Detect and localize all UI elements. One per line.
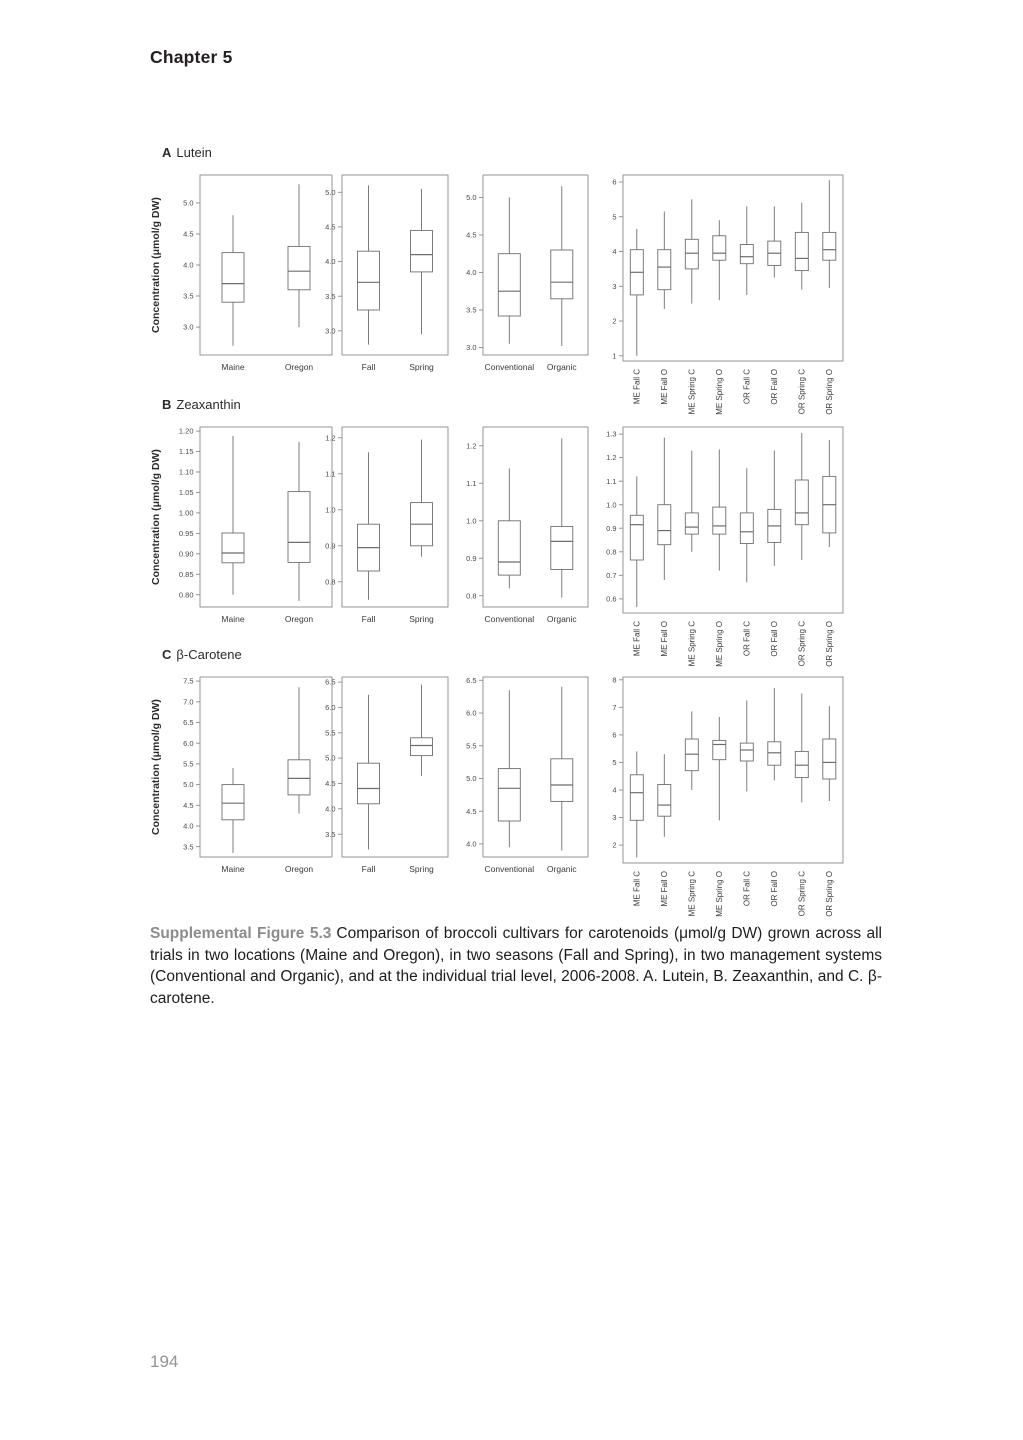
x-category-label: OR Spring O — [825, 369, 835, 415]
y-tick-label: 0.6 — [606, 594, 617, 604]
x-category-label: ME Fall C — [632, 369, 642, 405]
box-me-fall-c — [630, 476, 643, 607]
box-or-fall-c — [740, 206, 753, 295]
y-tick-label: 6.0 — [183, 738, 194, 748]
y-tick-label: 4.5 — [325, 779, 336, 789]
x-category-label: OR Fall O — [770, 871, 780, 907]
x-category-label: ME Spring C — [687, 369, 697, 415]
plot-frame — [483, 427, 588, 607]
y-tick-label: 5.5 — [466, 741, 477, 751]
box-conventional — [498, 468, 520, 588]
x-category-label: Maine — [221, 362, 245, 372]
x-category-label: Organic — [546, 864, 577, 874]
box-oregon — [288, 687, 310, 813]
plot-frame — [623, 677, 843, 863]
x-category-label: OR Spring O — [825, 621, 835, 667]
y-axis-label: Concentration (μmol/g DW) — [150, 699, 162, 835]
y-tick-label: 0.9 — [325, 541, 336, 551]
y-tick-label: 0.9 — [466, 553, 477, 563]
box-oregon — [288, 442, 310, 601]
box-organic — [551, 687, 573, 851]
x-category-label: ME Spring O — [715, 871, 725, 917]
box-maine — [222, 768, 244, 853]
box-me-fall-o — [658, 212, 671, 309]
y-tick-label: 1.2 — [325, 433, 336, 443]
y-tick-label: 8 — [612, 675, 617, 685]
y-tick-label: 2 — [612, 840, 617, 850]
y-tick-label: 1.20 — [178, 426, 194, 436]
box-or-spring-o — [823, 706, 836, 801]
y-axis-label: Concentration (μmol/g DW) — [150, 197, 162, 333]
y-tick-label: 0.8 — [606, 547, 617, 557]
y-tick-label: 0.8 — [325, 577, 336, 587]
x-category-label: Spring — [409, 614, 434, 624]
y-tick-label: 1.10 — [178, 467, 194, 477]
box-spring — [411, 189, 433, 334]
x-category-label: OR Fall C — [742, 871, 752, 907]
row-title-carotene — [162, 647, 242, 662]
box-organic — [551, 186, 573, 346]
y-tick-label: 1.2 — [466, 441, 477, 451]
y-tick-label: 4.0 — [183, 260, 194, 270]
y-tick-label: 6.5 — [466, 675, 477, 685]
x-category-label: Fall — [361, 362, 376, 372]
box-or-fall-o — [768, 206, 781, 277]
x-category-label: Maine — [221, 864, 245, 874]
box-me-fall-o — [658, 754, 671, 837]
y-tick-label: 1.1 — [466, 478, 477, 488]
box-me-spring-o — [713, 717, 726, 820]
plot-frame — [623, 175, 843, 361]
row-title-lutein — [162, 145, 212, 160]
x-category-label: Maine — [221, 614, 245, 624]
box-or-fall-o — [768, 688, 781, 780]
boxplot-carotene-trial — [593, 671, 845, 929]
boxplot-lutein-trial — [593, 169, 845, 427]
y-tick-label: 0.95 — [178, 529, 194, 538]
x-category-label: ME Fall O — [660, 621, 670, 657]
box-or-fall-c — [740, 468, 753, 582]
x-category-label: ME Fall O — [660, 369, 670, 405]
box-spring — [411, 440, 433, 557]
box-or-spring-c — [795, 694, 808, 803]
row-title-zeaxanthin — [162, 397, 241, 412]
y-tick-label: 5.0 — [466, 774, 477, 784]
y-tick-label: 5.0 — [325, 753, 336, 763]
y-tick-label: 0.8 — [466, 591, 477, 601]
y-tick-label: 4.0 — [325, 257, 336, 267]
x-category-label: OR Fall C — [742, 621, 752, 657]
y-tick-label: 5.0 — [183, 780, 194, 790]
x-category-label: Conventional — [484, 614, 535, 624]
x-category-label: ME Fall C — [632, 621, 642, 657]
x-category-label: OR Fall O — [770, 621, 780, 657]
y-tick-label: 1.1 — [606, 476, 617, 486]
box-maine — [222, 436, 244, 595]
box-me-spring-o — [713, 220, 726, 300]
y-tick-label: 5 — [612, 758, 617, 767]
y-tick-label: 4.5 — [183, 800, 194, 810]
row-label: B — [162, 397, 172, 412]
y-tick-label: 5.5 — [183, 759, 194, 769]
figure-row-carotene — [150, 647, 880, 917]
x-category-label: ME Fall C — [632, 871, 642, 907]
box-organic — [551, 438, 573, 597]
y-tick-label: 6.5 — [183, 718, 194, 728]
chapter-heading: Chapter 5 — [150, 47, 233, 67]
y-tick-label: 1.0 — [325, 505, 336, 515]
y-tick-label: 1.1 — [325, 469, 336, 479]
y-tick-label: 4.5 — [325, 222, 336, 232]
row-compound: Zeaxanthin — [176, 397, 241, 412]
y-tick-label: 5.0 — [466, 193, 477, 203]
x-category-label: OR Fall C — [742, 369, 752, 405]
boxplot-zeaxanthin-season — [312, 423, 452, 635]
boxplot-lutein-management — [450, 171, 592, 383]
y-tick-label: 3.5 — [466, 305, 477, 315]
x-category-label: Fall — [361, 614, 376, 624]
boxplot-zeaxanthin-management — [450, 423, 592, 635]
boxplot-carotene-management — [450, 673, 592, 885]
y-tick-label: 3.0 — [466, 343, 477, 353]
y-tick-label: 6.0 — [325, 703, 336, 712]
y-tick-label: 0.90 — [178, 549, 194, 559]
x-category-label: Oregon — [284, 362, 314, 372]
box-or-fall-c — [740, 700, 753, 791]
y-tick-label: 5.0 — [183, 198, 194, 208]
y-tick-label: 3.5 — [325, 291, 336, 301]
boxplot-lutein-season — [312, 171, 452, 383]
y-tick-label: 4.0 — [183, 821, 194, 831]
y-tick-label: 4.0 — [325, 804, 336, 814]
box-maine — [222, 215, 244, 345]
y-tick-label: 4 — [612, 785, 617, 795]
box-me-spring-c — [685, 199, 698, 303]
x-category-label: ME Spring O — [715, 369, 725, 415]
row-label: A — [162, 145, 172, 160]
x-category-label: OR Spring O — [825, 871, 835, 917]
box-conventional — [498, 690, 520, 847]
y-tick-label: 3.5 — [183, 291, 194, 301]
box-fall — [358, 185, 380, 344]
x-category-label: ME Spring O — [715, 621, 725, 667]
y-tick-label: 1.00 — [178, 508, 194, 518]
page-number: 194 — [150, 1352, 179, 1371]
y-tick-label: 3 — [612, 813, 617, 823]
box-oregon — [288, 184, 310, 327]
box-or-spring-c — [795, 433, 808, 560]
row-compound: β-Carotene — [176, 647, 242, 662]
x-category-label: OR Spring C — [797, 871, 807, 917]
x-category-label: Spring — [409, 864, 434, 874]
x-category-label: ME Spring C — [687, 871, 697, 917]
box-me-spring-c — [685, 451, 698, 552]
y-tick-label: 1.0 — [466, 516, 477, 526]
y-tick-label: 6 — [612, 177, 617, 187]
x-category-label: Conventional — [484, 362, 535, 372]
y-tick-label: 1.0 — [606, 500, 617, 510]
box-fall — [358, 452, 380, 600]
x-category-label: ME Fall O — [660, 871, 670, 907]
y-tick-label: 4 — [612, 247, 617, 257]
row-compound: Lutein — [176, 145, 212, 160]
box-or-fall-o — [768, 451, 781, 566]
x-category-label: OR Spring C — [797, 621, 807, 667]
x-category-label: Conventional — [484, 864, 535, 874]
x-category-label: Oregon — [284, 614, 314, 624]
y-tick-label: 1.15 — [178, 447, 194, 457]
y-tick-label: 5.5 — [325, 728, 336, 738]
x-category-label: Organic — [546, 614, 577, 624]
caption-text: Comparison of broccoli cultivars for carotenoids (μmol/g DW) grown across all trials in two locations (Maine and Oregon), in two seasons (Fall and Spring), in two management systems (Conventional and Organic), and at the individual trial level, 2006-2008. A. Lutein, B. Zeaxanthin, and C. β-carotene. — [150, 925, 883, 1008]
y-tick-label: 0.85 — [178, 569, 194, 579]
y-tick-label: 3.5 — [183, 842, 194, 852]
box-me-fall-c — [630, 751, 643, 857]
x-category-label: Organic — [546, 362, 577, 372]
y-tick-label: 1.3 — [606, 429, 617, 439]
y-tick-label: 3.0 — [325, 326, 336, 336]
caption-label: Supplemental Figure 5.3 — [150, 925, 332, 942]
box-me-fall-c — [630, 229, 643, 356]
y-tick-label: 4.5 — [466, 806, 477, 816]
y-tick-label: 4.5 — [466, 230, 477, 240]
plot-frame — [623, 427, 843, 613]
y-tick-label: 5 — [612, 212, 617, 222]
box-me-spring-o — [713, 449, 726, 570]
y-tick-label: 3.0 — [183, 322, 194, 332]
y-tick-label: 6.5 — [325, 677, 336, 687]
y-tick-label: 1.2 — [606, 453, 617, 463]
y-tick-label: 3 — [612, 281, 617, 291]
box-fall — [358, 695, 380, 850]
box-or-spring-o — [823, 180, 836, 288]
y-tick-label: 1 — [612, 351, 617, 361]
y-tick-label: 4.0 — [466, 839, 477, 849]
x-category-label: ME Spring C — [687, 621, 697, 667]
boxplot-carotene-season — [312, 673, 452, 885]
y-tick-label: 0.80 — [178, 590, 194, 600]
y-axis-label: Concentration (μmol/g DW) — [150, 449, 162, 585]
x-category-label: OR Spring C — [797, 369, 807, 415]
y-tick-label: 3.5 — [325, 829, 336, 839]
box-or-spring-c — [795, 203, 808, 290]
box-me-fall-o — [658, 438, 671, 580]
box-or-spring-o — [823, 440, 836, 547]
row-label: C — [162, 647, 172, 662]
y-tick-label: 0.7 — [606, 570, 617, 580]
y-tick-label: 7.0 — [183, 697, 194, 707]
y-tick-label: 5.0 — [325, 187, 336, 197]
x-category-label: Spring — [409, 362, 434, 372]
box-spring — [411, 685, 433, 776]
y-tick-label: 0.9 — [606, 523, 617, 533]
box-conventional — [498, 198, 520, 344]
y-tick-label: 6.0 — [466, 708, 477, 718]
y-tick-label: 7 — [612, 702, 617, 712]
x-category-label: Oregon — [284, 864, 314, 874]
y-tick-label: 7.5 — [183, 676, 194, 686]
boxplot-zeaxanthin-trial — [593, 421, 845, 679]
y-tick-label: 4.0 — [466, 268, 477, 278]
y-tick-label: 1.05 — [178, 488, 194, 498]
y-tick-label: 2 — [612, 316, 617, 326]
y-tick-label: 6 — [612, 730, 617, 740]
y-tick-label: 4.5 — [183, 229, 194, 239]
figure-caption — [150, 923, 882, 1010]
x-category-label: Fall — [361, 864, 376, 874]
x-category-label: OR Fall O — [770, 369, 780, 405]
box-me-spring-c — [685, 711, 698, 790]
